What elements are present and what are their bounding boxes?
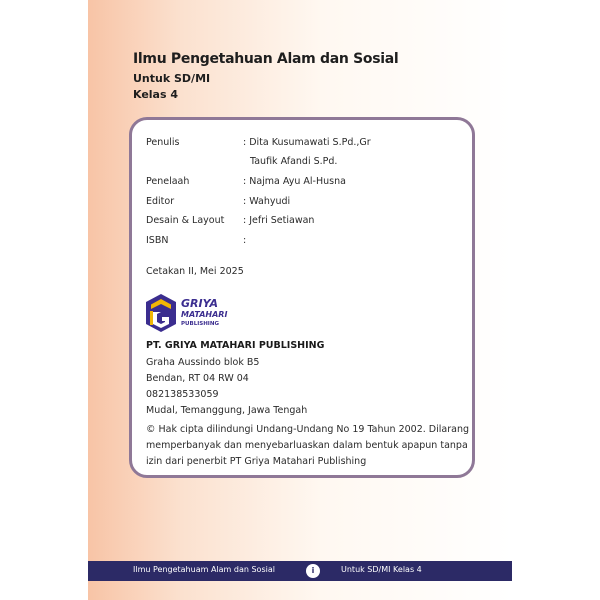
- book-page: [88, 0, 512, 600]
- credit-label: Editor: [146, 196, 175, 207]
- book-subtitle-level: Untuk SD/MI: [133, 72, 211, 85]
- book-title: Ilmu Pengetahuan Alam dan Sosial: [133, 51, 399, 67]
- page-number-badge: i: [306, 564, 320, 578]
- credit-label: Desain & Layout: [146, 215, 225, 226]
- publisher-address-line: Bendan, RT 04 RW 04: [146, 373, 249, 384]
- logo-text-line3: PUBLISHING: [181, 321, 219, 327]
- credit-value: : Najma Ayu Al-Husna: [243, 176, 346, 187]
- credit-value: : Jefri Setiawan: [243, 215, 315, 226]
- publisher-name: PT. GRIYA MATAHARI PUBLISHING: [146, 340, 325, 351]
- credit-label: Penelaah: [146, 176, 190, 187]
- publisher-address-line: Graha Aussindo blok B5: [146, 357, 260, 368]
- logo-text-line2: MATAHARI: [181, 310, 228, 319]
- edition-text: Cetakan II, Mei 2025: [146, 266, 244, 277]
- credit-value: : Dita Kusumawati S.Pd.,Gr: [243, 137, 371, 148]
- copyright-notice: © Hak cipta dilindungi Undang-Undang No 19 Tahun 2002. Dilarang memperbanyak dan menyebarluaskan dalam bentuk apapun tanpa izin dari penerbit PT Griya Matahari Publishing: [146, 424, 469, 467]
- imprint-card: [129, 117, 475, 478]
- publisher-phone: 082138533059: [146, 389, 219, 400]
- page-footer: [88, 561, 512, 581]
- credit-value: : Wahyudi: [243, 196, 291, 207]
- credit-value: :: [243, 235, 247, 246]
- credit-label: Penulis: [146, 137, 180, 148]
- credit-value: Taufik Afandi S.Pd.: [250, 156, 338, 167]
- logo-text-line1: GRIYA: [181, 297, 219, 310]
- logo-bar: [150, 311, 153, 325]
- footer-book-title: Ilmu Pengetahuam Alam dan Sosial: [133, 565, 275, 574]
- griya-matahari-logo: [145, 293, 255, 333]
- publisher-address-line: Mudal, Temanggung, Jawa Tengah: [146, 405, 308, 416]
- credit-label: ISBN: [146, 235, 169, 246]
- book-subtitle-grade: Kelas 4: [133, 88, 179, 101]
- footer-grade: Untuk SD/MI Kelas 4: [341, 565, 422, 574]
